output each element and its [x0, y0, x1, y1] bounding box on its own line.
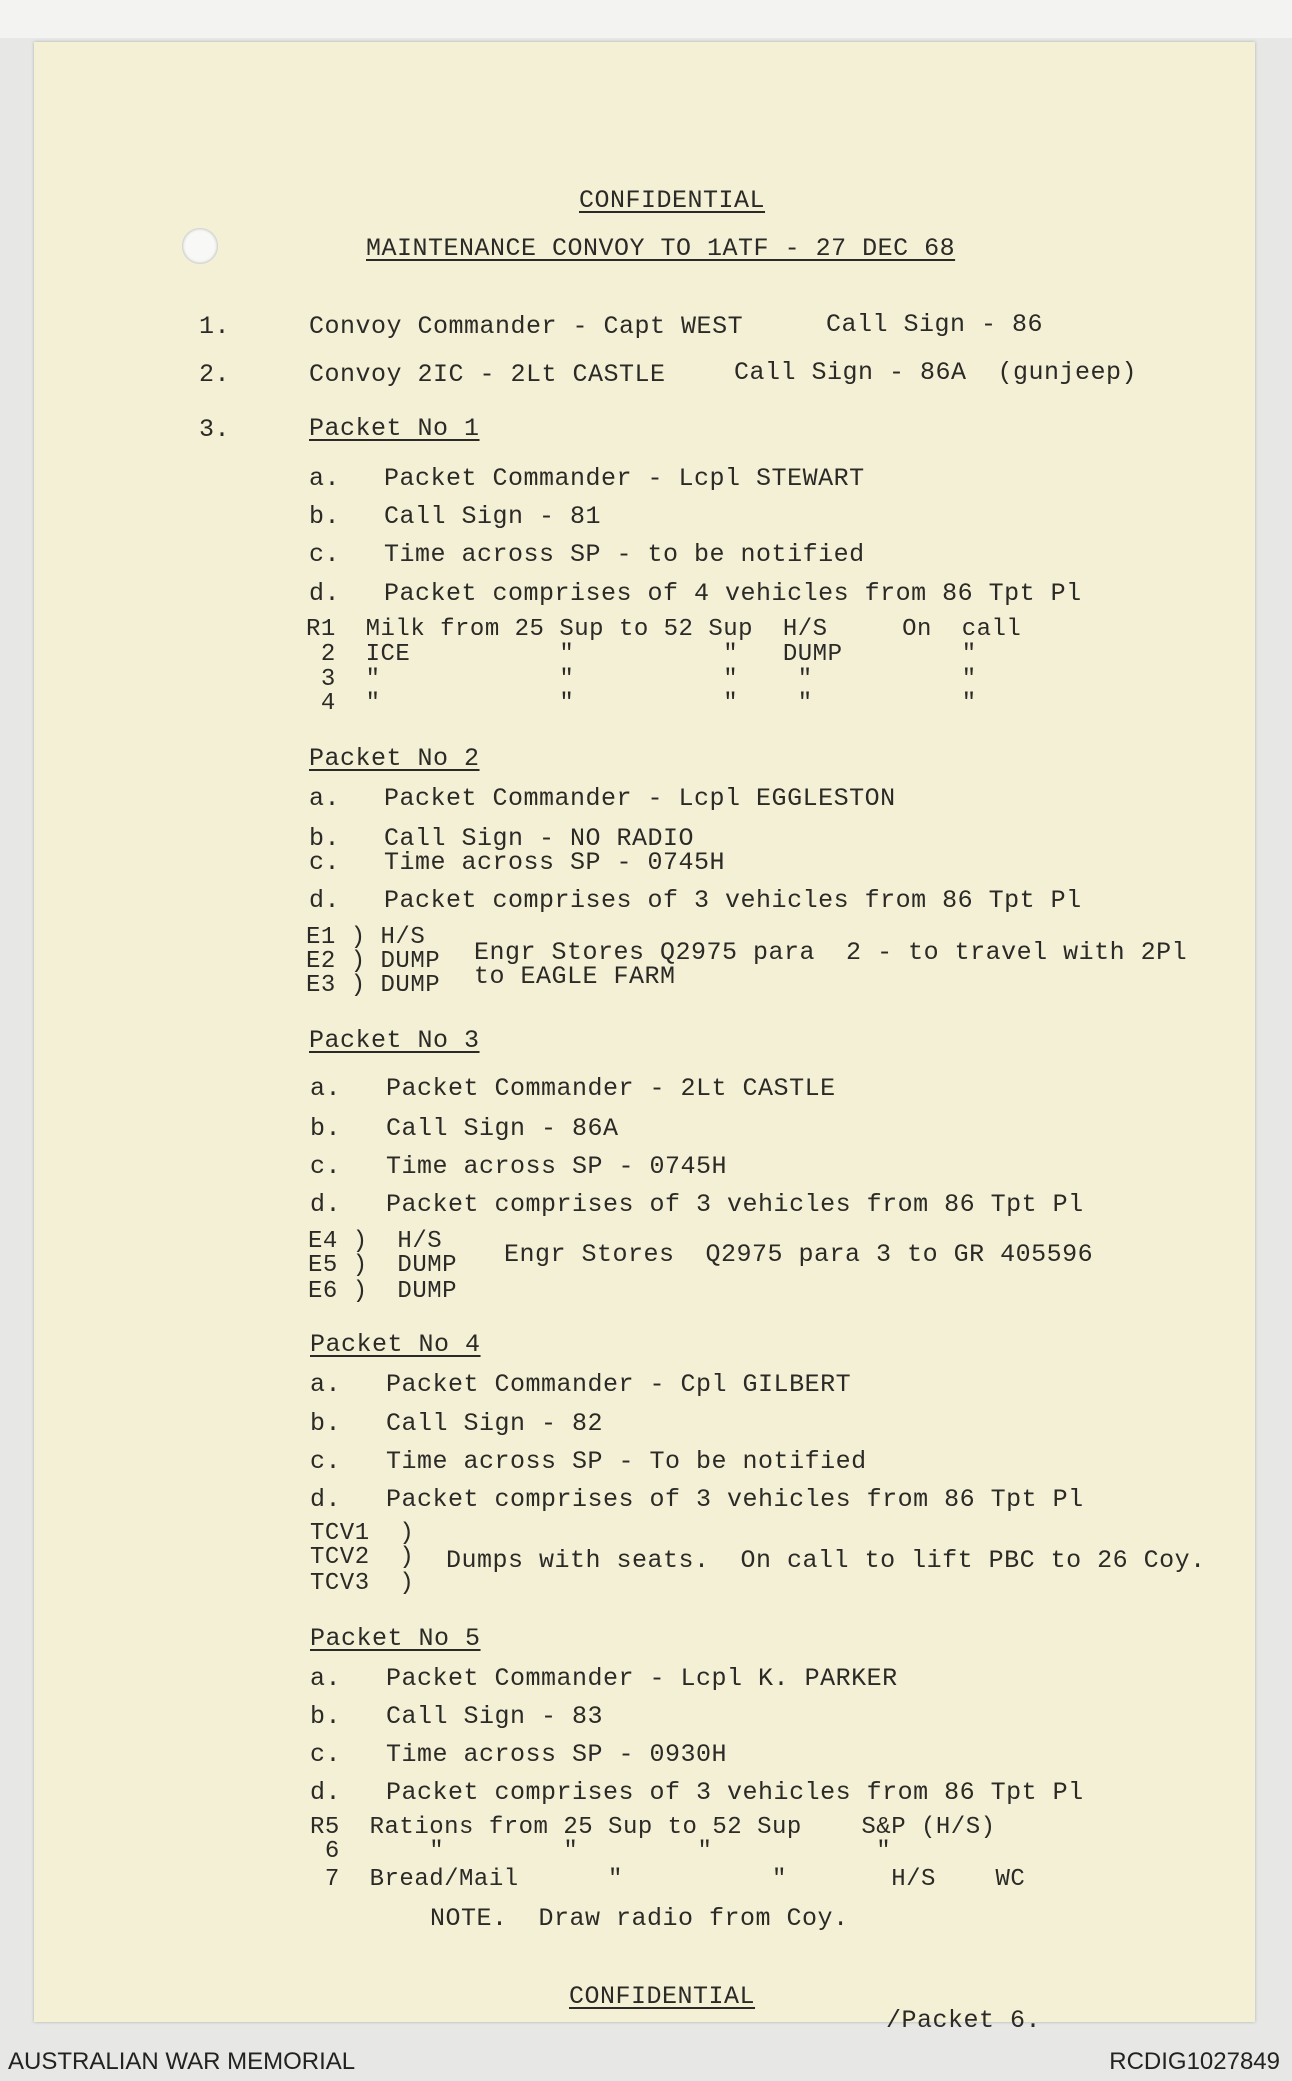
packet-4-heading: Packet No 4	[310, 1330, 481, 1359]
packet-1-time: Time across SP - to be notified	[384, 540, 865, 569]
packet-1-commander: Packet Commander - Lcpl STEWART	[384, 464, 865, 493]
sub-letter: c.	[309, 540, 341, 569]
packet-5-commander: Packet Commander - Lcpl K. PARKER	[386, 1664, 898, 1693]
continued-on-next: /Packet 6.	[886, 2006, 1042, 2035]
item-number: 2.	[199, 360, 231, 389]
sub-letter: d.	[310, 1190, 342, 1219]
sub-letter: c.	[310, 1740, 342, 1769]
packet-5-comprises: Packet comprises of 3 vehicles from 86 Tpt Pl	[386, 1778, 1084, 1807]
packet-3-vehicle: E6 ) DUMP	[308, 1278, 458, 1305]
document-title: MAINTENANCE CONVOY TO 1ATF - 27 DEC 68	[366, 234, 956, 263]
packet-1-call-sign: Call Sign - 81	[384, 502, 602, 531]
packet-3-call-sign: Call Sign - 86A	[386, 1114, 619, 1143]
packet-1-row: 4 " " " " "	[306, 690, 977, 717]
packet-5-heading: Packet No 5	[310, 1624, 481, 1653]
sub-letter: b.	[310, 1702, 342, 1731]
packet-5-row: 7 Bread/Mail " " H/S WC	[310, 1866, 1026, 1893]
sub-letter: a.	[309, 784, 341, 813]
item-number: 1.	[199, 312, 231, 341]
sub-letter: c.	[310, 1447, 342, 1476]
convoy-2ic: Convoy 2IC - 2Lt CASTLE	[309, 360, 666, 389]
packet-2-time: Time across SP - 0745H	[384, 848, 726, 877]
item-number: 3.	[199, 415, 231, 444]
packet-4-vehicle: TCV3 )	[310, 1570, 415, 1597]
sub-letter: a.	[310, 1074, 342, 1103]
packet-4-vehicle: TCV1 )	[310, 1520, 415, 1547]
sub-letter: b.	[309, 824, 341, 853]
packet-2-call-sign: Call Sign - NO RADIO	[384, 824, 695, 853]
packet-2-commander: Packet Commander - Lcpl EGGLESTON	[384, 784, 896, 813]
packet-3-time: Time across SP - 0745H	[386, 1152, 728, 1181]
packet-2-heading: Packet No 2	[309, 744, 480, 773]
document-page	[34, 42, 1255, 2035]
packet-4-commander: Packet Commander - Cpl GILBERT	[386, 1370, 852, 1399]
sub-letter: d.	[310, 1778, 342, 1807]
packet-3-vehicle: E5 ) DUMP	[308, 1252, 458, 1279]
sub-letter: b.	[310, 1409, 342, 1438]
punch-hole	[182, 228, 218, 264]
sub-letter: a.	[310, 1664, 342, 1693]
packet-5-time: Time across SP - 0930H	[386, 1740, 728, 1769]
packet-4-comprises: Packet comprises of 3 vehicles from 86 Tpt Pl	[386, 1485, 1084, 1514]
sub-letter: a.	[310, 1370, 342, 1399]
sub-letter: a.	[309, 464, 341, 493]
packet-2-vehicle: E2 ) DUMP	[306, 948, 441, 975]
packet-3-comprises: Packet comprises of 3 vehicles from 86 Tpt Pl	[386, 1190, 1084, 1219]
packet-3-vehicle: E4 ) H/S	[308, 1228, 443, 1255]
packet-3-heading: Packet No 3	[309, 1026, 480, 1055]
packet-2-vehicle: E1 ) H/S	[306, 924, 426, 951]
packet-2-note-cont: to EAGLE FARM	[474, 962, 676, 991]
packet-1-row: R1 Milk from 25 Sup to 52 Sup H/S On call	[306, 616, 1022, 643]
convoy-commander-call-sign: Call Sign - 86	[826, 310, 1044, 339]
packet-1-row: 3 " " " " "	[306, 666, 977, 693]
convoy-2ic-call-sign: Call Sign - 86A (gunjeep)	[734, 358, 1138, 387]
viewer-top-bar	[0, 0, 1292, 38]
classification-top: CONFIDENTIAL	[579, 186, 766, 215]
packet-2-vehicle: E3 ) DUMP	[306, 972, 441, 999]
packet-2-comprises: Packet comprises of 3 vehicles from 86 Tpt Pl	[384, 886, 1082, 915]
packet-4-time: Time across SP - To be notified	[386, 1447, 867, 1476]
packet-1-heading: Packet No 1	[309, 414, 480, 443]
packet-4-call-sign: Call Sign - 82	[386, 1409, 604, 1438]
convoy-commander: Convoy Commander - Capt WEST	[309, 312, 744, 341]
archive-record-id: RCDIG1027849	[1109, 2048, 1280, 2075]
packet-2-note: Engr Stores Q2975 para 2 - to travel with 2Pl	[474, 938, 1188, 967]
packet-5-row: R5 Rations from 25 Sup to 52 Sup S&P (H/S)	[310, 1814, 996, 1841]
sub-letter: b.	[309, 502, 341, 531]
archive-credit: AUSTRALIAN WAR MEMORIAL	[8, 2048, 356, 2075]
sub-letter: d.	[309, 886, 341, 915]
packet-5-call-sign: Call Sign - 83	[386, 1702, 604, 1731]
sub-letter: d.	[309, 579, 341, 608]
sub-letter: c.	[310, 1152, 342, 1181]
sub-letter: b.	[310, 1114, 342, 1143]
classification-bottom: CONFIDENTIAL	[569, 1982, 756, 2011]
sub-letter: c.	[309, 848, 341, 877]
packet-4-vehicle: TCV2 )	[310, 1544, 415, 1571]
packet-3-note: Engr Stores Q2975 para 3 to GR 405596	[504, 1240, 1094, 1269]
packet-5-row: 6 " " " "	[310, 1838, 892, 1865]
packet-3-commander: Packet Commander - 2Lt CASTLE	[386, 1074, 836, 1103]
packet-4-note: Dumps with seats. On call to lift PBC to 26 Coy.	[446, 1546, 1206, 1575]
sub-letter: d.	[310, 1485, 342, 1514]
packet-1-row: 2 ICE " " DUMP "	[306, 641, 977, 668]
packet-5-note: NOTE. Draw radio from Coy.	[430, 1904, 849, 1933]
packet-1-comprises: Packet comprises of 4 vehicles from 86 Tpt Pl	[384, 579, 1082, 608]
